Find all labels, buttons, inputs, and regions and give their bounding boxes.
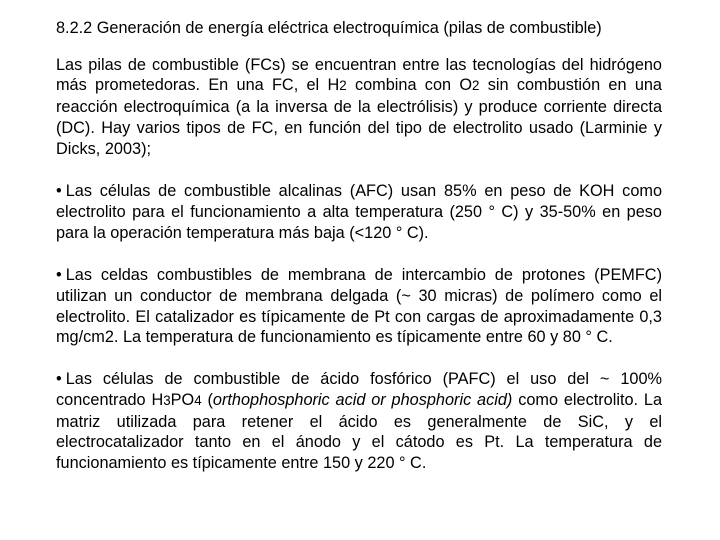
h2-subscript: 2: [339, 78, 347, 94]
formula-h: H: [151, 390, 164, 409]
italic-acid-names: orthophosphoric acid or phosphoric acid): [212, 390, 513, 409]
afc-bullet: [56, 181, 662, 243]
pafc-text-1: Las células de combustible de ácido fosfórico (PAFC) el uso del ~ 100% concentrado: [56, 370, 662, 409]
formula-po-subscript: 4: [194, 392, 202, 408]
formula-h-subscript: 3: [163, 392, 171, 408]
section-heading: 8.2.2 Generación de energía eléctrica electroquímica (pilas de combustible): [56, 19, 602, 37]
pemfc-text: Las celdas combustibles de membrana de intercambio de protones (PEMFC) utilizan un conductor de membrana delgada (~ 30 micras) de polímero como el electrolito. El catalizador es típicamente de Pt con cargas de aproximadamente 0,3 mg/cm2. La temperatura de funcionamiento es típicamente entre 60 y 80 ° C.: [56, 266, 662, 347]
intro-paragraph: [56, 55, 662, 160]
document-page: [56, 18, 662, 474]
bullet-marker: •: [56, 266, 62, 285]
pafc-text-2: como electrolito. La matriz utilizada para retener el ácido es generalmente de SiC, y el electrocatalizador tanto en el ánodo y el cátodo es Pt. La temperatura de funcionamiento es típicamente entre 150 y 220 ° C.: [56, 390, 663, 472]
intro-text-3: sin combustión en una reacción electroquímica (a la inversa de la electrólisis) y produce corriente directa (DC). Hay varios tipos de FC, en función del tipo de electrolito usado (Larminie y Dicks, 2003);: [56, 76, 662, 158]
formula-po: PO: [170, 390, 195, 409]
afc-text: Las células de combustible alcalinas (AFC) usan 85% en peso de KOH como electrolito para el funcionamiento a alta temperatura (250 ° C) y 35-50% en peso para la operación temperatura más baja (<120 ° C).: [56, 182, 662, 242]
italic-open-paren: (: [201, 390, 213, 409]
bullet-marker: •: [56, 182, 62, 201]
intro-text-2: combina con: [346, 76, 460, 95]
bullet-marker: •: [56, 370, 62, 389]
h2-symbol: H: [327, 76, 340, 95]
intro-text-1: Las pilas de combustible (FCs) se encuentran entre las tecnologías del hidrógeno más prometedoras. En una FC, el: [56, 55, 662, 95]
pafc-bullet: [56, 369, 662, 474]
o2-subscript: 2: [472, 78, 480, 94]
o2-symbol: O: [459, 76, 473, 95]
pemfc-bullet: [56, 265, 662, 348]
